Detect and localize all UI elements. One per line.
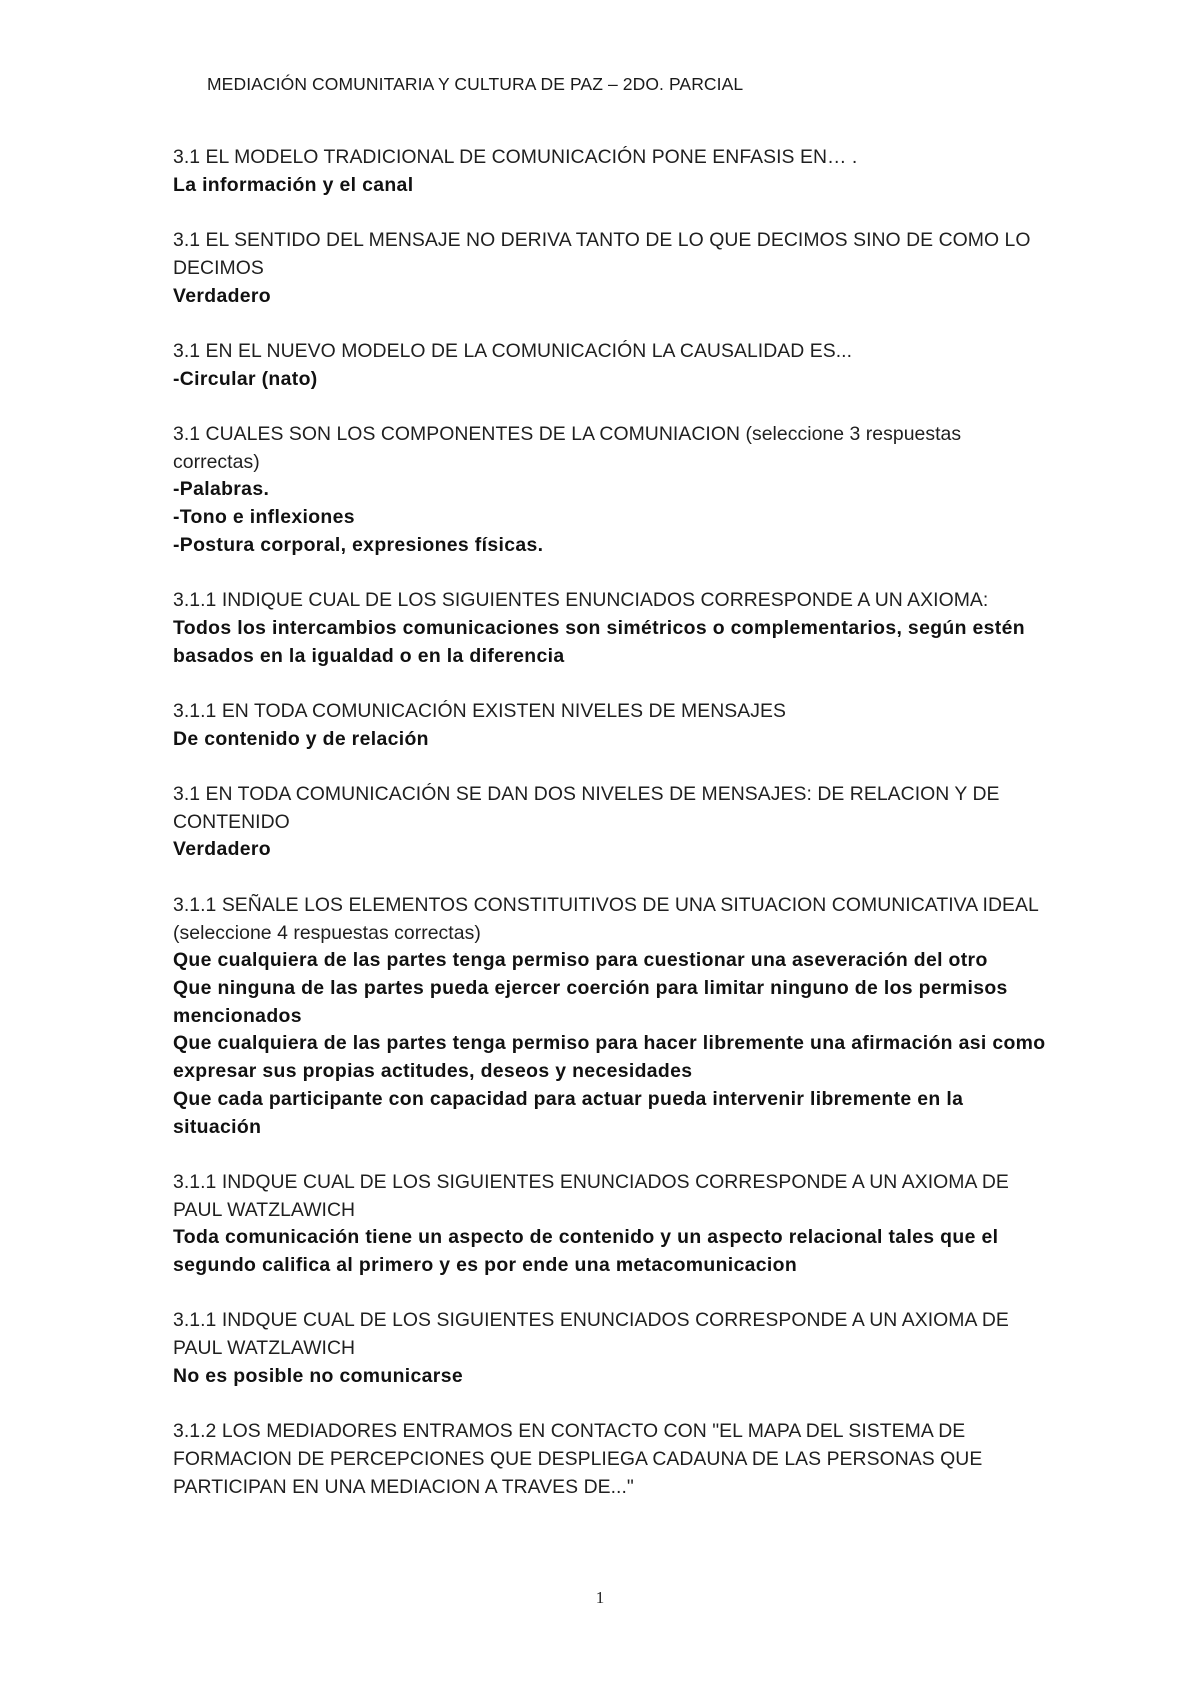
question-text: 3.1 EN EL NUEVO MODELO DE LA COMUNICACIÓN LA CAUSALIDAD ES... bbox=[173, 339, 853, 362]
qa-item bbox=[173, 1307, 1053, 1390]
answer-text: No es posible no comunicarse bbox=[173, 1364, 463, 1387]
page-header: MEDIACIÓN COMUNITARIA Y CULTURA DE PAZ – 2DO. PARCIAL bbox=[207, 74, 744, 94]
qa-item bbox=[173, 698, 1053, 753]
qa-item bbox=[173, 1169, 1053, 1280]
answer-text: Verdadero bbox=[173, 838, 271, 861]
answer-text: Que cada participante con capacidad para actuar pueda intervenir libremente en la situación bbox=[173, 1087, 964, 1138]
qa-item bbox=[173, 227, 1053, 310]
question-text: 3.1.1 INDQUE CUAL DE LOS SIGUIENTES ENUNCIADOS CORRESPONDE A UN AXIOMA DE PAUL WATZLAWICH bbox=[173, 1309, 1009, 1360]
answer-text: Que cualquiera de las partes tenga permiso para hacer libremente una afirmación asi como expresar sus propias actitudes, deseos y necesidades bbox=[173, 1032, 1046, 1083]
question-text: 3.1.1 EN TODA COMUNICACIÓN EXISTEN NIVELES DE MENSAJES bbox=[173, 699, 786, 722]
qa-item bbox=[173, 144, 1053, 199]
answer-text: -Circular (nato) bbox=[173, 367, 318, 390]
answer-text: Verdadero bbox=[173, 284, 271, 307]
question-text: 3.1.1 SEÑALE LOS ELEMENTOS CONSTITUITIVOS DE UNA SITUACION COMUNICATIVA IDEAL (seleccione 4 respuestas correctas) bbox=[173, 893, 1039, 944]
qa-item bbox=[173, 338, 1053, 393]
answer-text: -Palabras. bbox=[173, 478, 270, 501]
answer-text: -Postura corporal, expresiones físicas. bbox=[173, 533, 544, 556]
qa-item bbox=[173, 587, 1053, 670]
answer-text: Toda comunicación tiene un aspecto de contenido y un aspecto relacional tales que el segundo califica al primero y es por ende una metacomunicacion bbox=[173, 1226, 999, 1276]
page-number: 1 bbox=[595, 1588, 605, 1607]
qa-item bbox=[173, 421, 1053, 560]
qa-item bbox=[173, 1418, 1053, 1501]
question-text: 3.1.1 INDIQUE CUAL DE LOS SIGUIENTES ENUNCIADOS CORRESPONDE A UN AXIOMA: bbox=[173, 589, 989, 612]
answer-text: Todos los intercambios comunicaciones son simétricos o complementarios, según estén basados en la igualdad o en la diferencia bbox=[173, 616, 1025, 667]
document-body bbox=[173, 144, 1053, 1501]
answer-text: -Tono e inflexiones bbox=[173, 506, 355, 529]
question-text: 3.1 EN TODA COMUNICACIÓN SE DAN DOS NIVELES DE MENSAJES: DE RELACION Y DE CONTENIDO bbox=[173, 783, 1000, 833]
qa-item bbox=[173, 781, 1053, 864]
answer-text: Que ninguna de las partes pueda ejercer coerción para limitar ninguno de los permisos mencionados bbox=[173, 976, 1008, 1027]
qa-item bbox=[173, 892, 1053, 1141]
answer-text: La información y el canal bbox=[173, 173, 414, 196]
question-text: 3.1.2 LOS MEDIADORES ENTRAMOS EN CONTACTO CON "EL MAPA DEL SISTEMA DE FORMACION DE PERCEPCIONES QUE DESPLIEGA CADAUNA DE LAS PERSONAS QUE PARTICIPAN EN UNA MEDIACION A TRAVES DE..." bbox=[173, 1420, 983, 1498]
question-text: 3.1 EL MODELO TRADICIONAL DE COMUNICACIÓN PONE ENFASIS EN… . bbox=[173, 146, 858, 168]
answer-text: De contenido y de relación bbox=[173, 727, 429, 750]
question-text: 3.1.1 INDQUE CUAL DE LOS SIGUIENTES ENUNCIADOS CORRESPONDE A UN AXIOMA DE PAUL WATZLAWICH bbox=[173, 1170, 1009, 1221]
question-text: 3.1 EL SENTIDO DEL MENSAJE NO DERIVA TANTO DE LO QUE DECIMOS SINO DE COMO LO DECIMOS bbox=[173, 229, 1031, 279]
answer-text: Que cualquiera de las partes tenga permiso para cuestionar una aseveración del otro bbox=[173, 949, 988, 972]
question-text: 3.1 CUALES SON LOS COMPONENTES DE LA COMUNIACION (seleccione 3 respuestas correctas) bbox=[173, 422, 962, 473]
